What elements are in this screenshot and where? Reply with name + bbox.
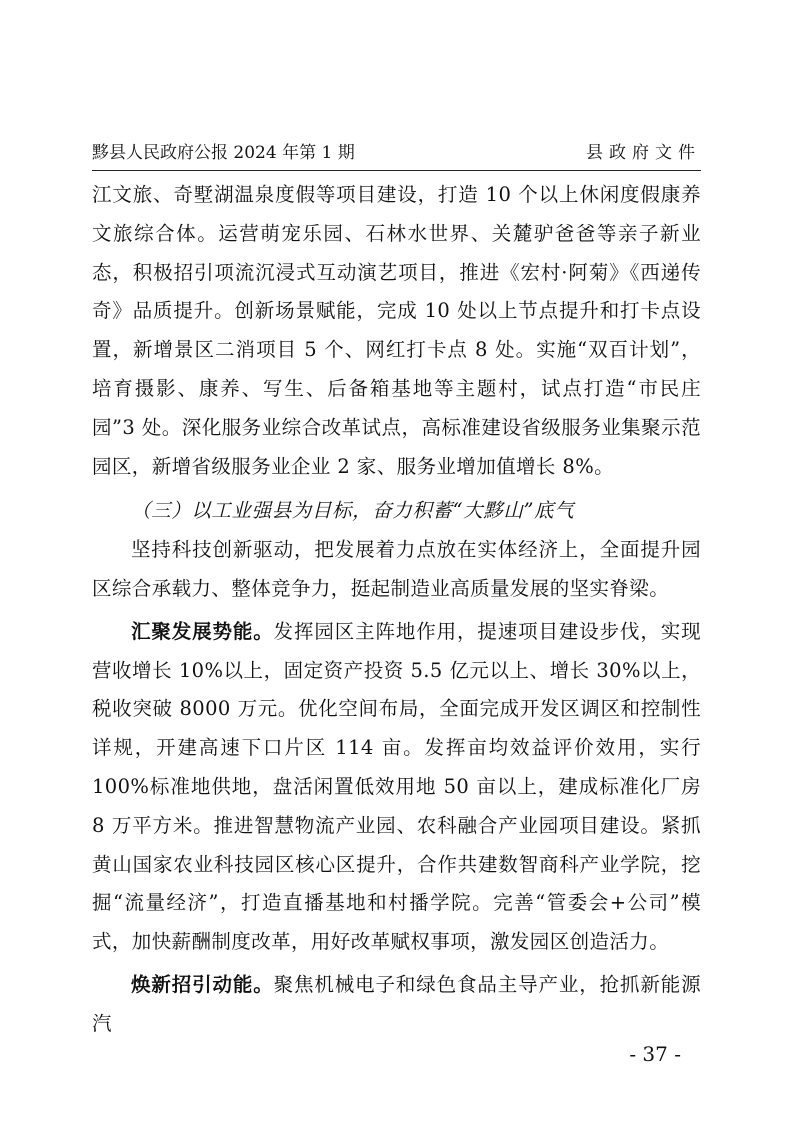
paragraph-continued: 江文旅、奇墅湖温泉度假等项目建设，打造 10 个以上休闲度假康养文旅综合体。运营萌宠乐园、石林水世界、关麓驴爸爸等亲子新业态，积极招引项流沉浸式互动演艺项目，推进《宏村·阿菊》《西递传奇》品质提升。创新场景赋能，完成 10 处以上节点提升和打卡点设置，新增景区二消项目 5 个、网红打卡点 8 处。实施“双百计划”，培育摄影、康养、写生、后备箱基地等主题村，试点打造“市民庄园”3 处。深化服务业综合改革试点，高标准建设省级服务业集聚示范园区，新增省级服务业企业 2 家、服务业增加值增长 8%。 bbox=[92, 183, 701, 478]
paragraph-development-momentum bbox=[92, 613, 701, 962]
section-title: 县政府文件 bbox=[586, 143, 701, 163]
paragraph-lead: 汇聚发展势能。 bbox=[131, 619, 274, 643]
paragraph-lead: 焕新招引动能。 bbox=[131, 972, 274, 996]
paragraph-text: 发挥园区主阵地作用，提速项目建设步伐，实现营收增长 10%以上，固定资产投资 5.5 亿元以上、增长 30%以上，税收突破 8000 万元。优化空间布局，全面完成开发区调区和控制性详规，开建高速下口片区 114 亩。发挥亩均效益评价效用，实行 100%标准地供地，盘活闲置低效用地 50 亩以上，建成标准化厂房 8 万平方米。推进智慧物流产业园、农科融合产业园项目建设。紧抓黄山国家农业科技园区核心区提升，合作共建数智商科产业学院，挖掘“流量经济”，打造直播基地和村播学院。完善“管委会+公司”模式，加快薪酬制度改革，用好改革赋权事项，激发园区创造活力。 bbox=[92, 619, 701, 954]
page-number: - 37 - bbox=[629, 1042, 681, 1066]
paragraph-investment-momentum bbox=[92, 966, 701, 1044]
header-rule bbox=[92, 170, 701, 171]
paragraph-text: 聚焦机械电子和绿色食品主导产业，抢抓新能源汽 bbox=[92, 972, 701, 1035]
publication-title: 黟县人民政府公报 2024 年第 1 期 bbox=[92, 143, 355, 163]
page-header bbox=[92, 138, 701, 168]
paragraph-intro: 坚持科技创新驱动，把发展着力点放在实体经济上，全面提升园区综合承载力、整体竞争力，挺起制造业高质量发展的坚实脊梁。 bbox=[92, 538, 701, 600]
document-body bbox=[92, 176, 701, 1044]
section-subheading: （三）以工业强县为目标，奋力积蓄“大黟山”底气 bbox=[131, 499, 575, 523]
